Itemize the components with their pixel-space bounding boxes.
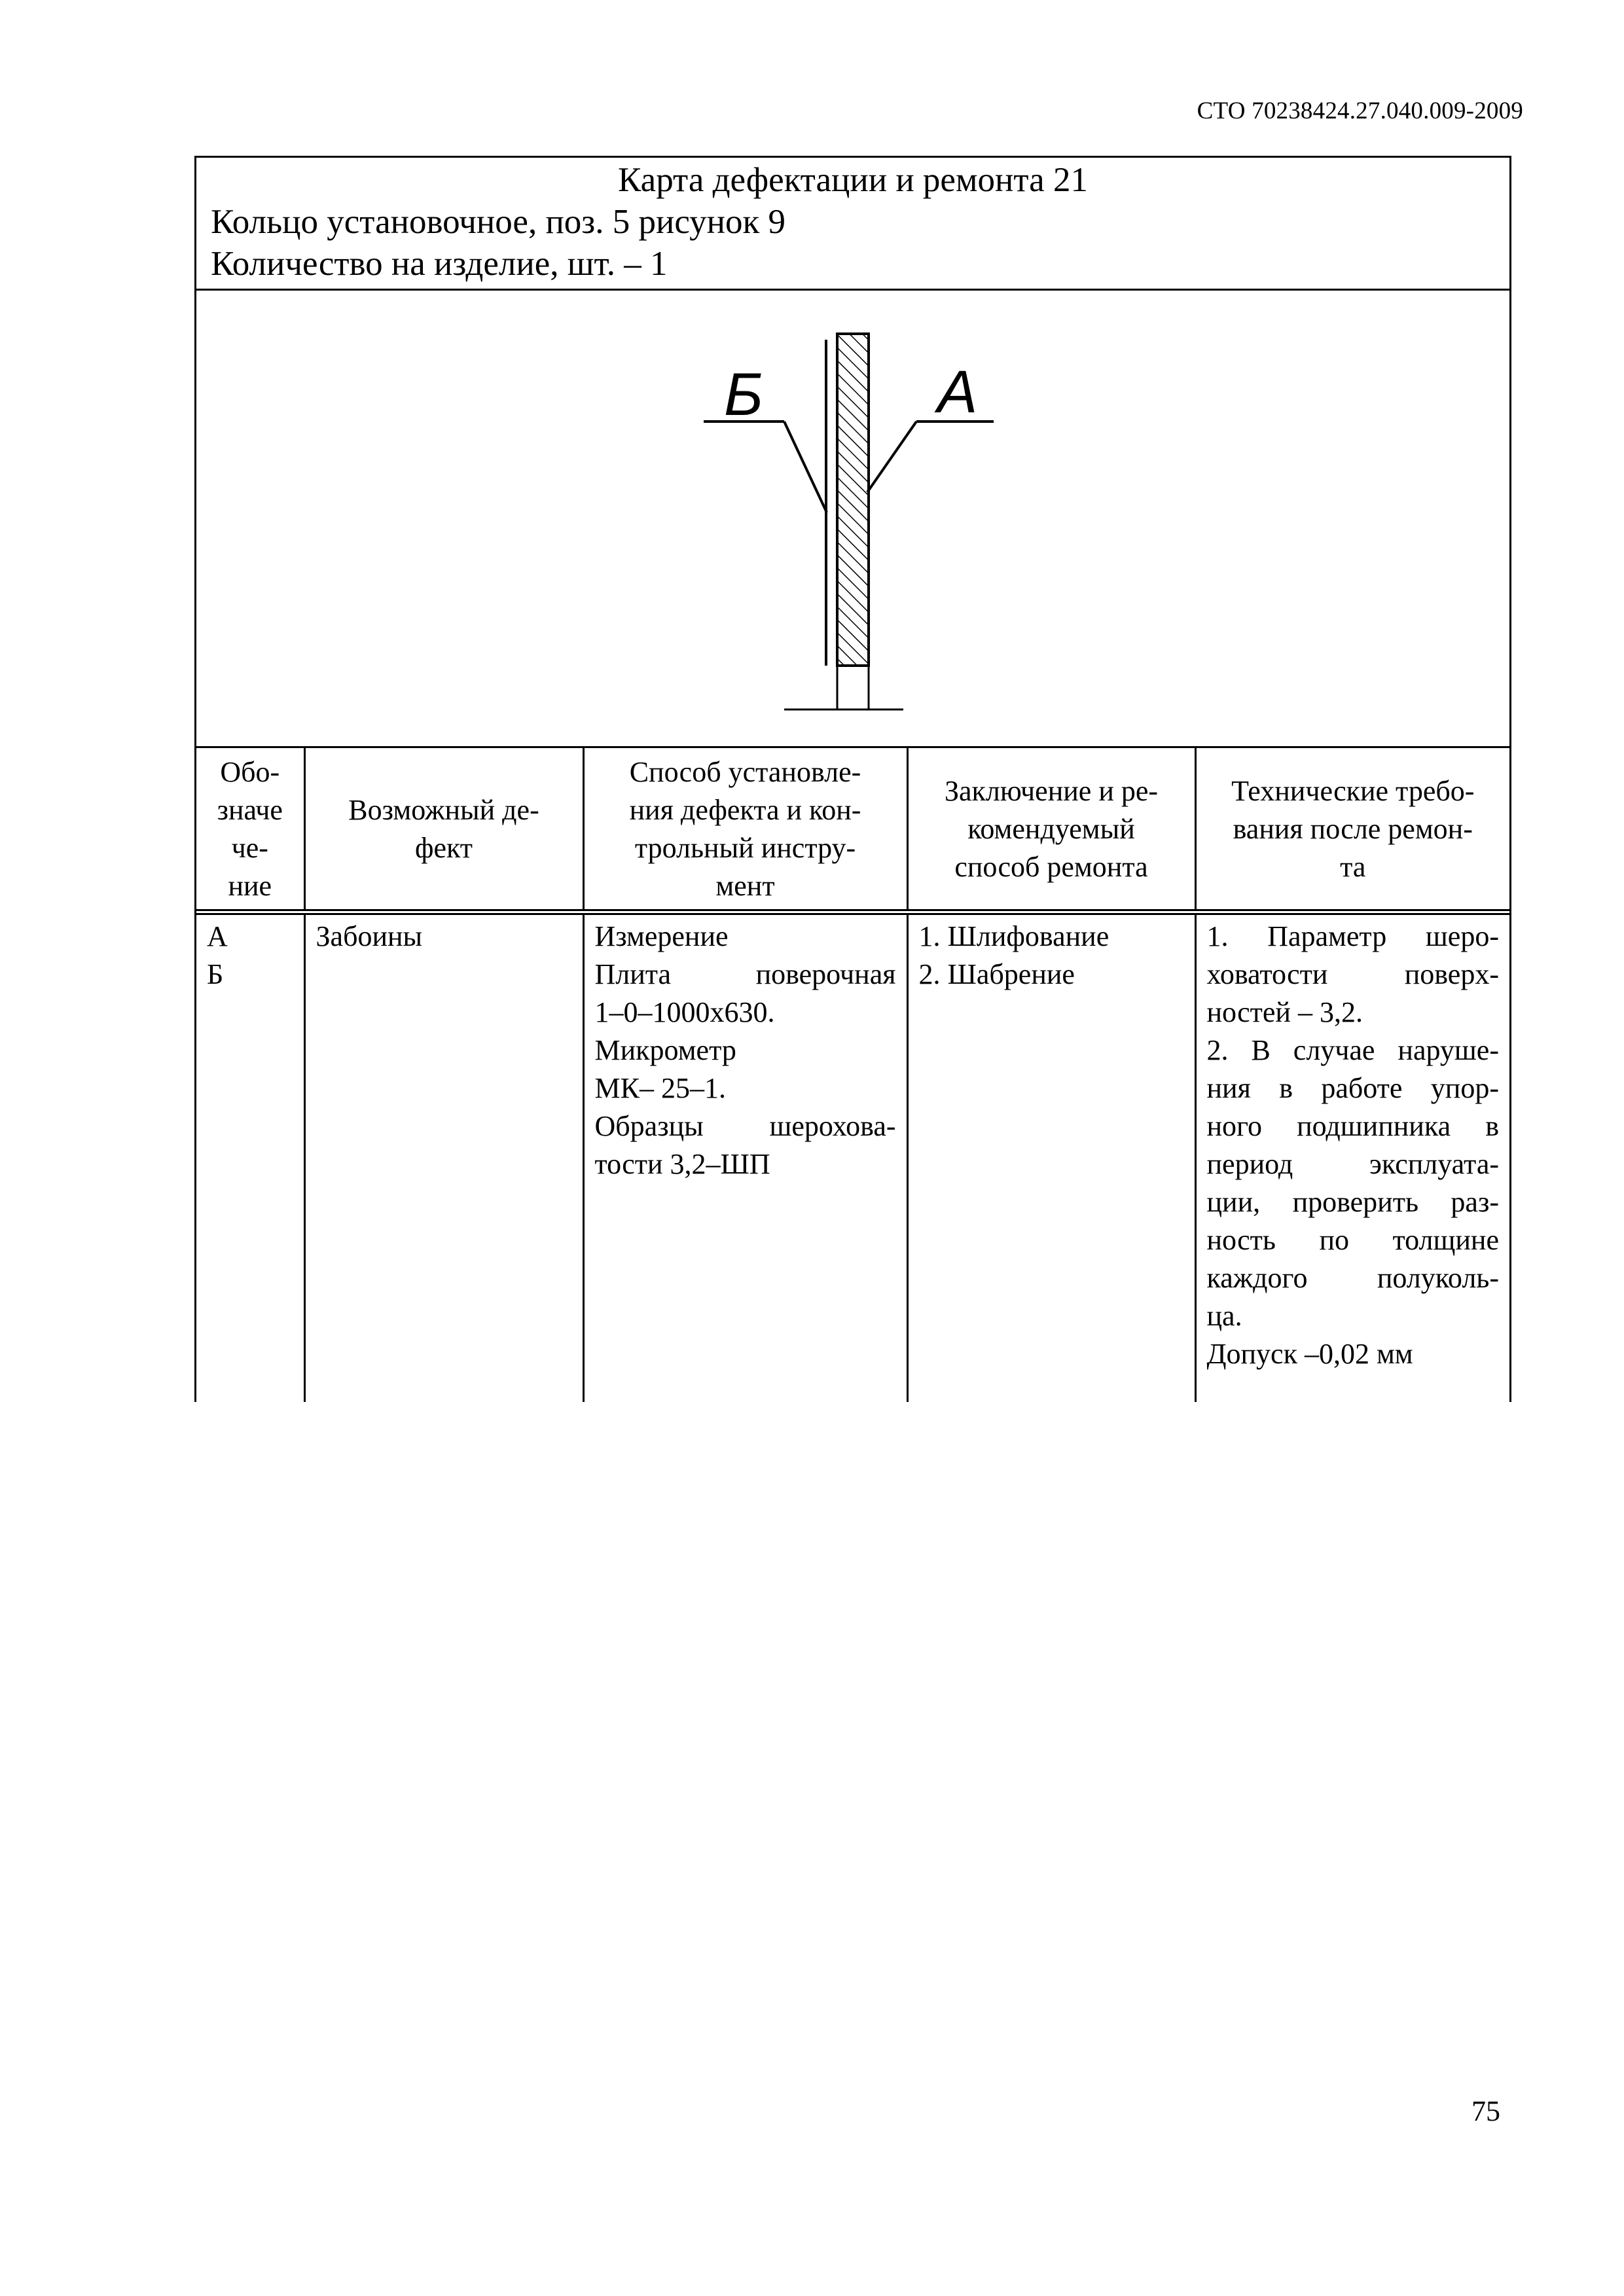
cell-line: Допуск –0,02 мм [1206, 1338, 1413, 1370]
card-title: Карта дефектации и ремонта 21 [618, 161, 1088, 199]
header-line: Способ установле- [629, 756, 861, 788]
cell-line: 2. Шабрение [918, 958, 1075, 990]
cell-line: 1. Параметр шеро- [1206, 920, 1499, 952]
cell-line: Измерение [594, 920, 729, 952]
cell-line: 2. В случае наруше- [1206, 1034, 1499, 1066]
quantity-line: Количество на изделие, шт. – 1 [211, 245, 668, 283]
header-designation [196, 748, 304, 912]
cell-line: 1–0–1000х630. [594, 996, 775, 1028]
header-line: Заключение и ре- [944, 775, 1159, 807]
cell-defect [304, 912, 583, 1403]
cell-line: 1. Шлифование [918, 920, 1110, 952]
cell-line: каждого полуколь- [1206, 1262, 1499, 1294]
header-line: вания после ремон- [1233, 813, 1473, 845]
header-line: че- [231, 832, 268, 864]
card-header [196, 158, 1509, 291]
header-repair-method [907, 748, 1195, 912]
cell-line: тости 3,2–ШП [594, 1148, 770, 1180]
part-drawing [196, 291, 1509, 748]
cell-line: ностей – 3,2. [1206, 996, 1363, 1028]
leader-line-a [867, 422, 916, 492]
cell-line: ного подшипника в [1206, 1110, 1499, 1142]
section-hatch [837, 334, 869, 666]
table-row [196, 912, 1509, 1403]
page-number: 75 [1471, 2095, 1500, 2127]
header-line: та [1340, 851, 1366, 883]
cell-line: ния в работе упор- [1206, 1072, 1499, 1104]
cell-line: Б [207, 958, 224, 990]
header-line: ние [228, 870, 272, 902]
defect-card [194, 156, 1511, 1402]
cell-requirements [1195, 912, 1509, 1403]
cell-line: Микрометр [594, 1034, 736, 1066]
part-line: Кольцо установочное, поз. 5 рисунок 9 [211, 203, 786, 241]
header-defect [304, 748, 583, 912]
header-detection-method [583, 748, 907, 912]
header-line: мент [715, 870, 775, 902]
cell-line: период эксплуата- [1206, 1148, 1499, 1180]
cell-line: А [207, 920, 228, 952]
cell-line: ца. [1206, 1300, 1242, 1332]
header-line: Технические требо- [1231, 775, 1475, 807]
cell-line: МК– 25–1. [594, 1072, 726, 1104]
cell-line: ность по толщине [1206, 1224, 1499, 1256]
defects-table [196, 748, 1509, 1402]
table-header-row [196, 748, 1509, 912]
header-line: фект [414, 832, 473, 864]
header-line: Возможный де- [348, 794, 539, 826]
cell-line: ховатости поверх- [1206, 958, 1499, 990]
header-line: трольный инстру- [634, 832, 856, 864]
cell-designation [196, 912, 304, 1403]
cell-detection-method [583, 912, 907, 1403]
cell-line: ции, проверить раз- [1206, 1186, 1499, 1218]
header-line: Обо- [220, 756, 280, 788]
label-a: А [937, 359, 978, 425]
header-requirements [1195, 748, 1509, 912]
cell-repair-method [907, 912, 1195, 1403]
cell-line: Плита поверочная [594, 958, 896, 990]
header-line: значе [217, 794, 283, 826]
header-line: ния дефекта и кон- [629, 794, 861, 826]
cell-line: Образцы шерохова- [594, 1110, 896, 1142]
label-b: Б [724, 361, 763, 428]
cell-line: Забоины [316, 920, 423, 952]
header-line: комендуемый [967, 813, 1135, 845]
ring-section-drawing [196, 291, 1509, 746]
document-code: СТО 70238424.27.040.009-2009 [1197, 98, 1523, 124]
header-line: способ ремонта [954, 851, 1148, 883]
leader-line-b [784, 422, 827, 512]
